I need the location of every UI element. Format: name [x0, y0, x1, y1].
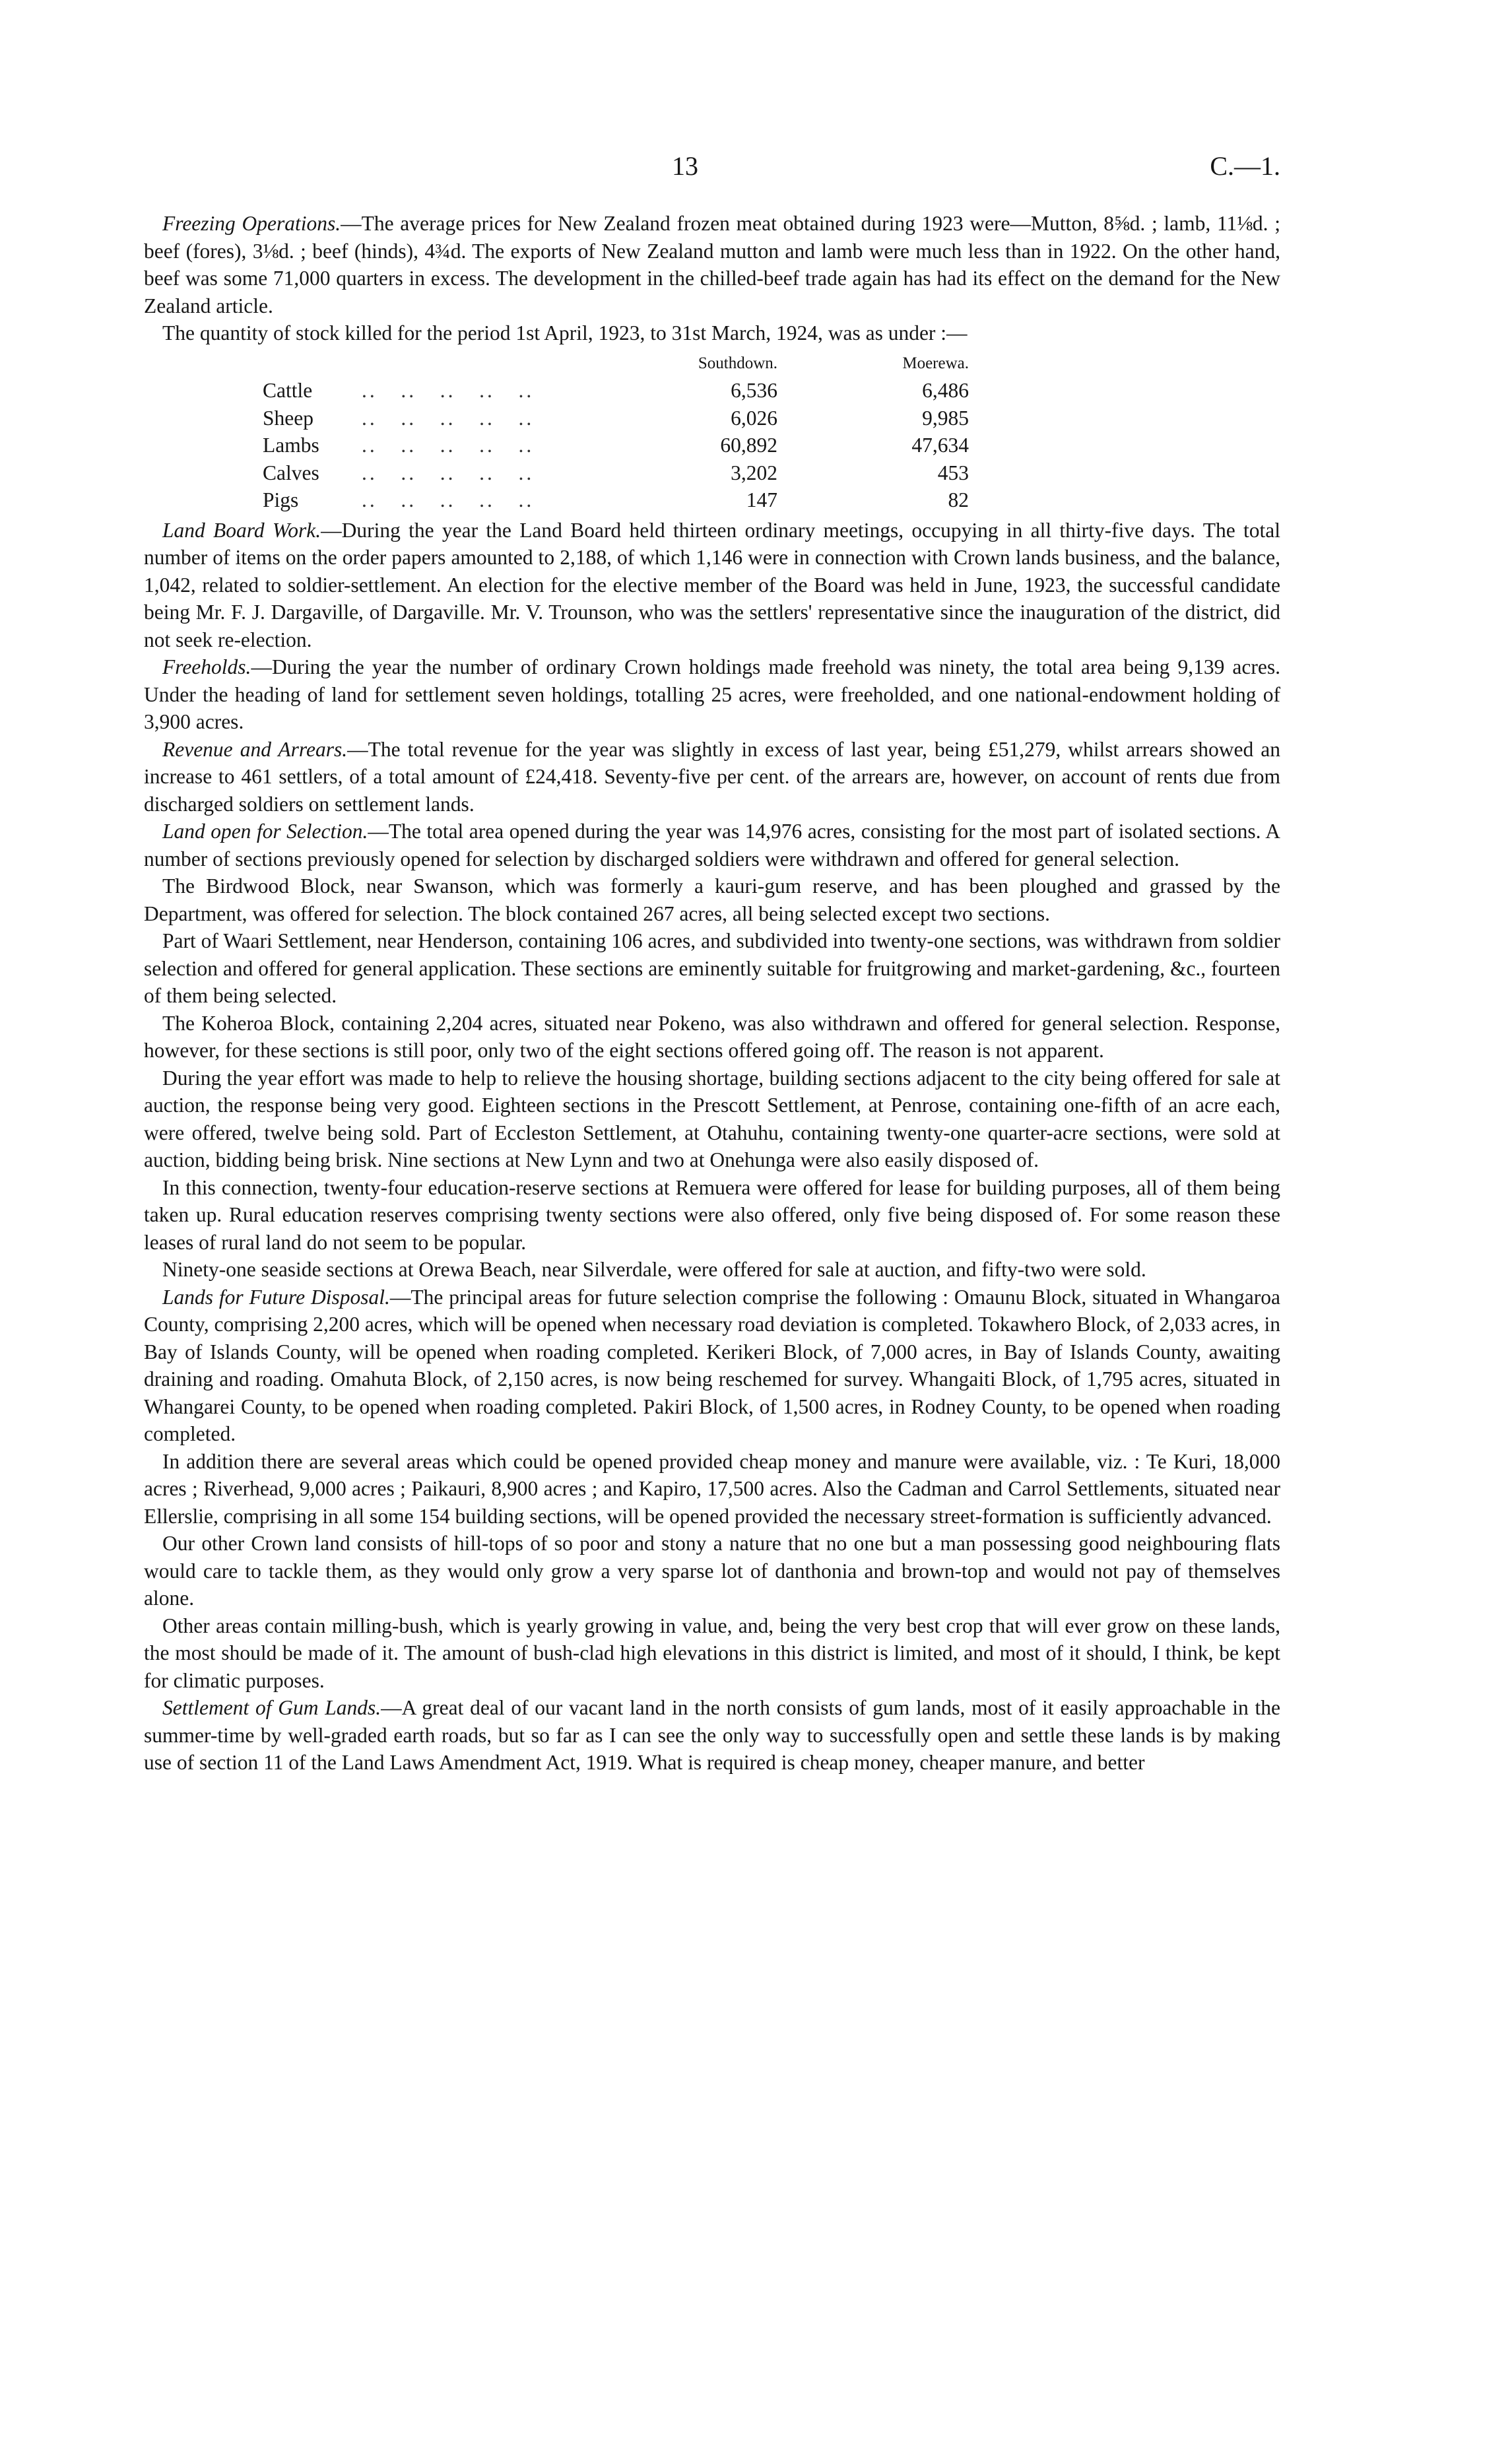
- moerewa-count: 82: [948, 488, 969, 511]
- southdown-count: 6,026: [731, 406, 777, 430]
- column-header-moerewa: Moerewa.: [902, 354, 969, 372]
- paragraph-text: —The principal areas for future selection comprise the following : Omaunu Block, situated in Whangaroa County, comprising 2,200 acres, which will be opened when necessary road deviation is completed. Tokawhero Block, of 2,033 acres, in Bay of Islands County, will be opened when roading completed. Kerikeri Block, of 7,000 acres, in Bay of Islands County, awaiting draining and roading. Omahuta Block, of 2,150 acres, is now being reschemed for survey. Whangaiti Block, of 1,795 acres, situated in Whangarei County, to be opened when roading completed. Pakiri Block, of 1,500 acres, in Rodney County, to be opened when roading completed.: [144, 1285, 1280, 1445]
- paragraph: [144, 1530, 1280, 1612]
- paragraph-text: —The total area opened during the year was 14,976 acres, consisting for the most part of isolated sections. A number of sections previously opened for selection by discharged soldiers were withdrawn and offered for general selection.: [144, 820, 1281, 870]
- table-row: [263, 405, 969, 432]
- leader-dots: .. .. .. .. ..: [362, 379, 535, 402]
- table-row: [263, 459, 969, 487]
- document-body: [144, 210, 1280, 1777]
- paragraph-text: The quantity of stock killed for the period 1st April, 1923, to 31st March, 1924, was as under :—: [162, 321, 968, 344]
- paragraph: [144, 1448, 1280, 1530]
- stock-kind: Calves: [263, 461, 319, 484]
- paragraph-text: Part of Waari Settlement, near Henderson, containing 106 acres, and subdivided into twenty-one sections, was withdrawn from soldier selection and offered for general application. These sections are eminently suitable for fruitgrowing and market-gardening, &c., fourteen of them being selected.: [144, 929, 1280, 1007]
- paragraph: [144, 872, 1280, 927]
- table-header-row: [263, 350, 969, 377]
- paragraph: [144, 1694, 1280, 1777]
- paragraph-text: The Birdwood Block, near Swanson, which was formerly a kauri-gum reserve, and has been ploughed and grassed by the Department, was offered for selection. The block contained 267 acres, all being selected except two sections.: [144, 874, 1280, 925]
- paragraph: [144, 653, 1280, 736]
- paragraph-heading: Settlement of Gum Lands.: [162, 1696, 381, 1719]
- paragraph-heading: Revenue and Arrears.: [162, 737, 348, 761]
- paragraph-text: —During the year the Land Board held thirteen ordinary meetings, occupying in all thirty-five days. The total number of items on the order papers amounted to 2,188, of which 1,146 were in connection with Crown lands business, and the balance, 1,042, related to soldier-settlement. An election for the elective member of the Board was held in June, 1923, the successful candidate being Mr. F. J. Dargaville, of Dargaville. Mr. V. Trounson, who was the settlers' representative since the inauguration of the district, did not seek re-election.: [144, 518, 1280, 651]
- southdown-count: 6,536: [731, 379, 777, 402]
- paragraph-heading: Land Board Work.: [162, 518, 321, 542]
- leader-dots: .. .. .. .. ..: [362, 488, 535, 511]
- paragraph-text: —The average prices for New Zealand frozen meat obtained during 1923 were—Mutton, 8⅝d. ; lamb, 11⅛d. ; beef (fores), 3⅛d. ; beef (hinds), 4¾d. The exports of New Zealand mutton and lamb were much less than in 1922. On the other hand, beef was some 71,000 quarters in excess. The development in the chilled-beef trade again has had its effect on the demand for the New Zealand article.: [144, 212, 1281, 317]
- southdown-count: 60,892: [720, 434, 777, 457]
- paragraph-text: During the year effort was made to help to relieve the housing shortage, building sections adjacent to the city being offered for sale at auction, the response being very good. Eighteen sections in the Prescott Settlement, at Penrose, containing one-fifth of an acre each, were offered, twelve being sold. Part of Eccleston Settlement, at Otahuhu, containing twenty-one quarter-acre sections, were sold at auction, bidding being brisk. Nine sections at New Lynn and two at Onehunga were also easily disposed of.: [144, 1066, 1280, 1171]
- paragraph-heading: Land open for Selection.: [162, 820, 368, 843]
- paragraph-text: In this connection, twenty-four education-reserve sections at Remuera were offered for lease for building purposes, all of them being taken up. Rural education reserves comprising twenty sections were also offered, only five being disposed of. For some reason these leases of rural land do not seem to be popular.: [144, 1175, 1280, 1254]
- stock-kind: Pigs: [263, 488, 299, 511]
- stock-killed-table: [263, 350, 969, 514]
- moerewa-count: 453: [937, 461, 969, 484]
- paragraph-text: The Koheroa Block, containing 2,204 acres, situated near Pokeno, was also withdrawn and offered for general selection. Response, however, for these sections is still poor, only two of the eight sections offered going off. The reason is not apparent.: [144, 1011, 1280, 1062]
- paragraph: [144, 1284, 1280, 1448]
- moerewa-count: 6,486: [922, 379, 969, 402]
- paragraph: [144, 1256, 1280, 1284]
- paragraph: [144, 818, 1280, 872]
- paragraph-text: In addition there are several areas which could be opened provided cheap money and manure were available, viz. : Te Kuri, 18,000 acres ; Riverhead, 9,000 acres ; Paikauri, 8,900 acres ; and Kapiro, 17,500 acres. Also the Cadman and Carrol Settlements, situated near Ellerslie, comprising in all some 154 building sections, will be opened provided the necessary street-formation is sufficiently advanced.: [144, 1449, 1280, 1528]
- leader-dots: .. .. .. .. ..: [362, 406, 535, 430]
- paragraph: [144, 1612, 1280, 1695]
- page-header: [144, 0, 1280, 181]
- leader-dots: .. .. .. .. ..: [362, 461, 535, 484]
- paragraph-heading: Lands for Future Disposal.: [162, 1285, 390, 1309]
- paragraph: [144, 1174, 1280, 1257]
- paragraph: [144, 927, 1280, 1010]
- table-row: [263, 486, 969, 514]
- paragraph-text: —The total revenue for the year was slightly in excess of last year, being £51,279, whilst arrears showed an increase to 461 settlers, of a total amount of £24,418. Seventy-five per cent. of the arrears are, however, on account of rents due from discharged soldiers on settlement lands.: [144, 737, 1280, 816]
- stock-kind: Cattle: [263, 379, 313, 402]
- paragraph-heading: Freezing Operations.: [162, 212, 341, 235]
- paragraph: [144, 517, 1280, 654]
- paragraph: [144, 319, 1280, 347]
- southdown-count: 3,202: [731, 461, 777, 484]
- moerewa-count: 9,985: [922, 406, 969, 430]
- document-page: [144, 0, 1281, 1774]
- page-number: 13: [672, 151, 698, 181]
- paragraph-text: —During the year the number of ordinary Crown holdings made freehold was ninety, the total area being 9,139 acres. Under the heading of land for settlement seven holdings, totalling 25 acres, were freeholded, and one national-endowment holding of 3,900 acres.: [144, 655, 1280, 733]
- paragraph: [144, 1010, 1280, 1064]
- stock-kind: Sheep: [263, 406, 313, 430]
- paragraph-heading: Freeholds.: [162, 655, 251, 678]
- table-row: [263, 432, 969, 459]
- stock-kind: Lambs: [263, 434, 319, 457]
- paragraph-text: Ninety-one seaside sections at Orewa Beach, near Silverdale, were offered for sale at auction, and fifty-two were sold.: [162, 1258, 1146, 1281]
- southdown-count: 147: [746, 488, 777, 511]
- paragraph: [144, 210, 1280, 319]
- paragraph-text: —A great deal of our vacant land in the north consists of gum lands, most of it easily approachable in the summer-time by well-graded earth roads, but so far as I can see the only way to successfully open and settle these lands is by making use of section 11 of the Land Laws Amendment Act, 1919. What is required is cheap money, cheaper manure, and better: [144, 1696, 1280, 1774]
- leader-dots: .. .. .. .. ..: [362, 434, 535, 457]
- paragraph-text: Our other Crown land consists of hill-tops of so poor and stony a nature that no one but a man possessing good neighbouring flats would care to tackle them, as they would only grow a very sparse lot of danthonia and brown-top and would not pay of themselves alone.: [144, 1532, 1280, 1610]
- paragraph: [144, 736, 1280, 818]
- paragraph-text: Other areas contain milling-bush, which is yearly growing in value, and, being the very best crop that will ever grow on these lands, the most should be made of it. The amount of bush-clad high elevations in this district is limited, and most of it should, I think, be kept for climatic purposes.: [144, 1614, 1280, 1692]
- table-row: [263, 377, 969, 405]
- series-code: C.—1.: [1210, 151, 1280, 181]
- moerewa-count: 47,634: [911, 434, 969, 457]
- paragraph: [144, 1064, 1280, 1174]
- column-header-southdown: Southdown.: [698, 354, 777, 372]
